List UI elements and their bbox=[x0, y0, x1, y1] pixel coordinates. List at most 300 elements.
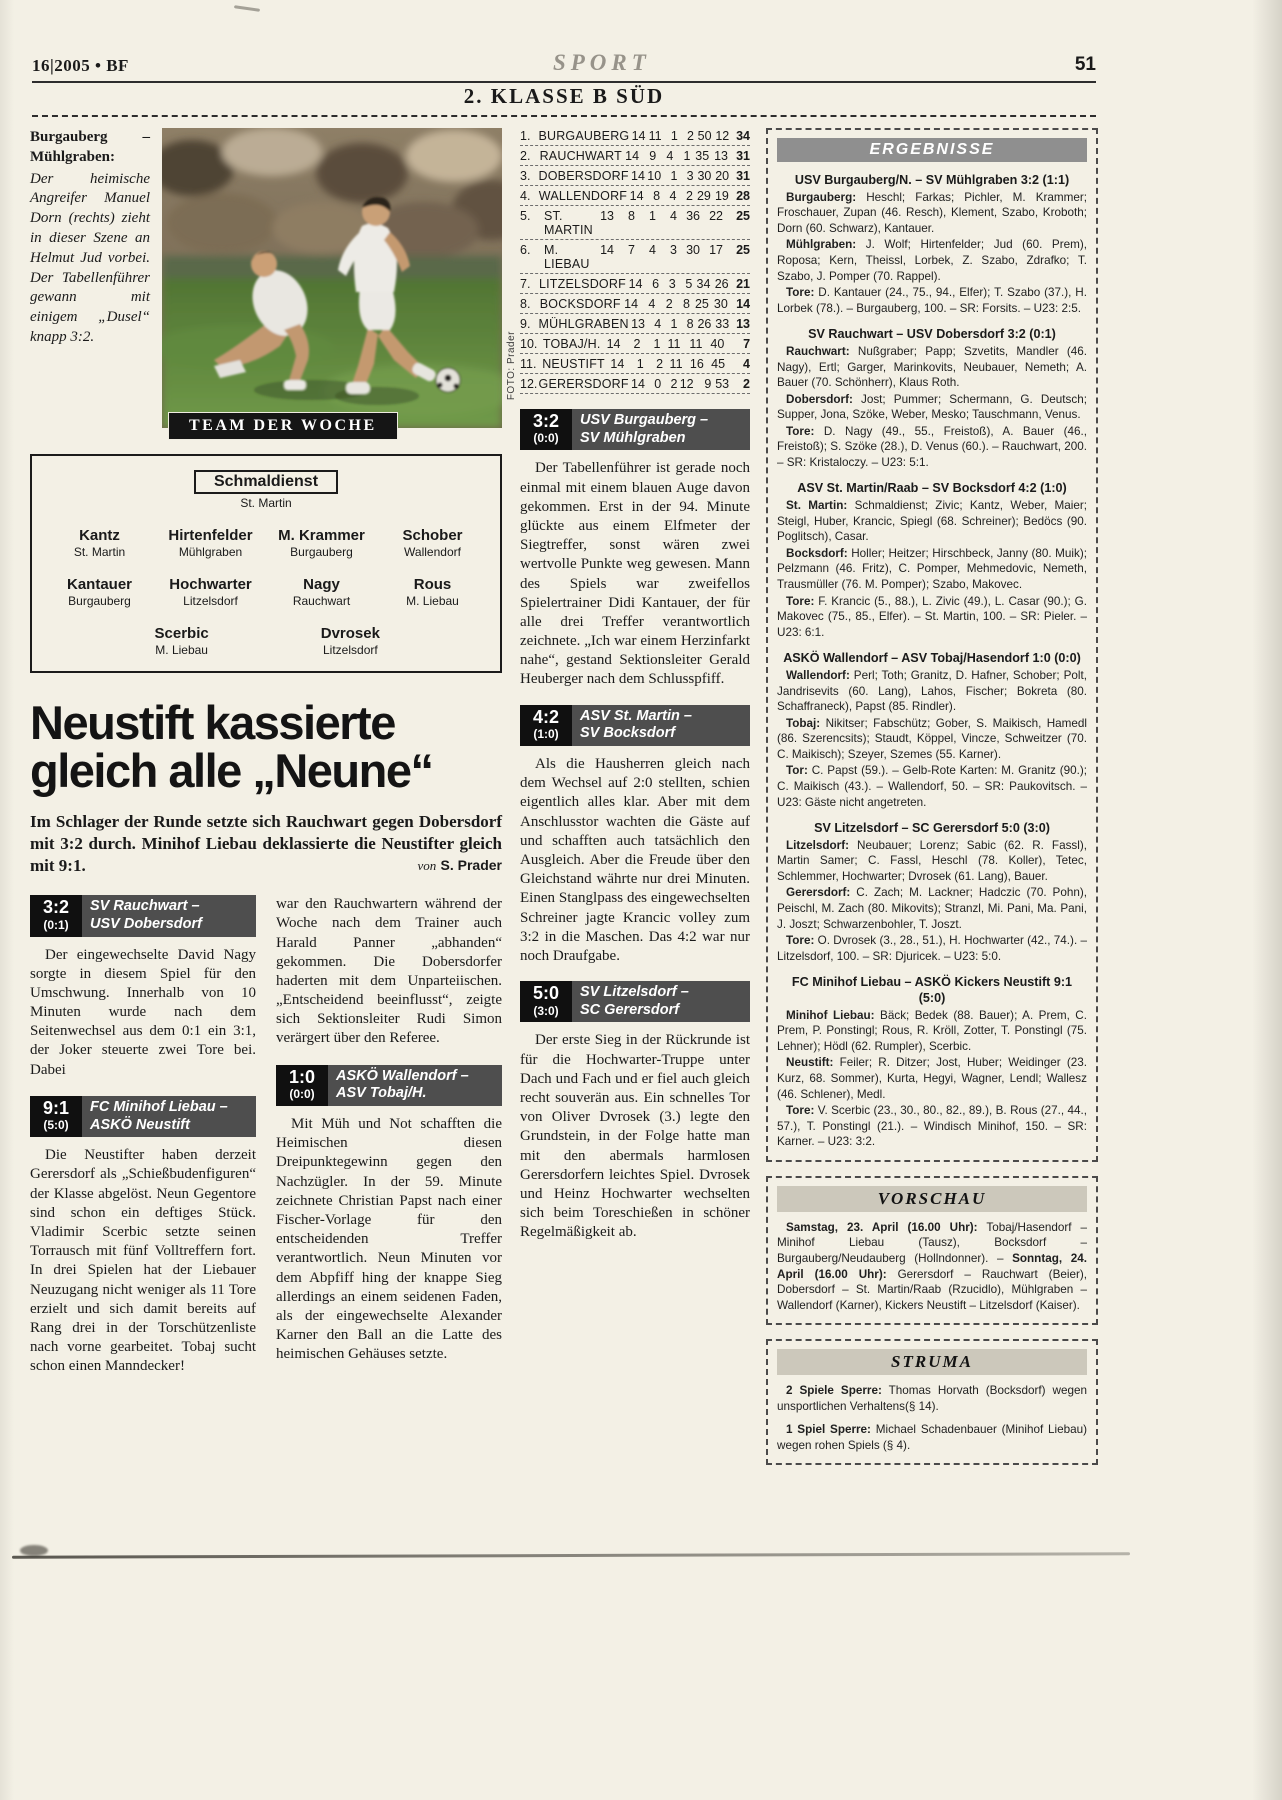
team-of-week-row bbox=[44, 527, 488, 559]
player-slot bbox=[266, 625, 435, 657]
preview-text bbox=[777, 1220, 1087, 1313]
league-title: 2. KLASSE B SÜD bbox=[32, 80, 1096, 117]
lineup-text: Nußgraber; Papp; Szvetits, Mandler (46. Nagy), Ertl; Garger, Marinkovits, Neubauer, Nemeth; A. Bauer (70. Schönherr), Klaus Roth. bbox=[777, 344, 1087, 390]
stat-cell: 4 bbox=[649, 243, 656, 257]
stat-cell: 1 bbox=[670, 317, 678, 331]
article-lead bbox=[30, 811, 502, 877]
player-club: M. Liebau bbox=[155, 643, 208, 657]
points-cell: 21 bbox=[736, 277, 750, 291]
lineup-text: Bäck; Bedek (88. Bauer); A. Prem, C. Prem, P. Ponstingl; Rous, R. Kröll, Zotter, T. Ponstingl (75. Lehner); Hödl (62. Rumpler), Scerbic. bbox=[777, 1008, 1087, 1053]
article-columns bbox=[30, 895, 502, 1376]
lineup-text: Heschl; Farkas; Pichler, M. Krammer; Froschauer, Zupan (46. Resch), Klement, Szabo, Kroboth; Dorn (60. Schwarz), Kantauer. bbox=[777, 190, 1087, 235]
home-lineup bbox=[777, 344, 1087, 391]
pos-cell: 12. bbox=[520, 377, 538, 391]
goals-label: Tore: bbox=[786, 934, 815, 948]
stat-cell: 50 bbox=[697, 129, 712, 143]
player-name: Hochwarter bbox=[169, 576, 252, 593]
player-club: Wallendorf bbox=[404, 545, 461, 559]
table-row bbox=[520, 146, 750, 166]
goals-label: Tor: bbox=[786, 764, 808, 778]
away-lineup bbox=[777, 1055, 1087, 1102]
stat-cell: 8 bbox=[686, 317, 694, 331]
player-name: Dvrosek bbox=[320, 625, 380, 642]
points-cell: 13 bbox=[736, 317, 750, 331]
stat-cell: 11 bbox=[667, 337, 681, 351]
team-cell: DOBERSDORF bbox=[538, 169, 629, 183]
goals-line bbox=[777, 1103, 1087, 1150]
stat-cell: 4 bbox=[669, 189, 677, 203]
player-name: Schmaldienst bbox=[194, 470, 338, 494]
stat-cell: 9 bbox=[649, 149, 657, 163]
table-row bbox=[520, 314, 750, 334]
stat-cell: 3 bbox=[686, 169, 694, 183]
table-row bbox=[520, 354, 750, 374]
middle-column bbox=[520, 126, 750, 1243]
table-row bbox=[520, 274, 750, 294]
goals-text: V. Scerbic (23., 30., 80., 82., 89.), B. Rous (27., 44., 57.), T. Ponstingl (21.). – Windisch Minihof, 150. – SR: Karner. – U23: 3:2. bbox=[777, 1104, 1087, 1149]
team-cell: NEUSTIFT bbox=[542, 357, 605, 371]
player-club: M. Liebau bbox=[406, 594, 459, 608]
result-title: SV Rauchwart – USV Dobersdorf 3:2 (0:1) bbox=[808, 327, 1056, 342]
stat-cell: 8 bbox=[682, 297, 690, 311]
stat-cell: 10 bbox=[647, 169, 662, 183]
goals-line bbox=[777, 933, 1087, 964]
lineup-text: Holler; Heitzer; Hirschbeck, Janny (80. Muik); Pelzmann (46. Fritz), C. Pomper, Mehmedovic, Nemeth, Trausmüller (76. M. Pomper); Szabo, Makovec. bbox=[777, 546, 1087, 592]
score-badge bbox=[30, 1096, 256, 1137]
penalties-header: STRUMA bbox=[777, 1349, 1087, 1375]
match-result bbox=[777, 327, 1087, 470]
stat-cell: 0 bbox=[654, 377, 662, 391]
stat-cell: 4 bbox=[648, 297, 656, 311]
stat-cell: 6 bbox=[652, 277, 660, 291]
points-cell: 31 bbox=[736, 149, 750, 163]
stat-cell: 29 bbox=[696, 189, 711, 203]
penalties-box bbox=[766, 1339, 1098, 1465]
halftime-score: (5:0) bbox=[43, 1118, 69, 1133]
stat-cell: 5 bbox=[685, 277, 693, 291]
stat-cell: 14 bbox=[625, 149, 640, 163]
stat-cell: 14 bbox=[610, 357, 625, 371]
away-lineup bbox=[777, 885, 1087, 932]
match-name-home: ASKÖ Wallendorf – bbox=[336, 1067, 469, 1084]
player-name: Hirtenfelder bbox=[168, 527, 253, 544]
page-header bbox=[32, 50, 1096, 83]
player-club: Burgauberg bbox=[68, 594, 131, 608]
headline bbox=[30, 696, 502, 797]
report-paragraph: Der Tabellenführer ist gerade noch einmal mit einem blauen Auge davon gekommen. Erst in der 94. Minute glückte aus einem Elfmeter der Siegtreffer, sonst wären zwei wertvolle Punkte weg gewesen. Mann des Spiels war zweifellos Spielertrainer Didi Kantauer, der für alle drei Treffer verantwortlich zeichnete. „Ich war einem Herzinfarkt nahe“, gestand Sektionsleiter Gerald Heuberger nach dem Schlusspfiff. bbox=[520, 460, 750, 688]
match-name bbox=[82, 895, 256, 936]
home-lineup bbox=[777, 838, 1087, 885]
halftime-score: (0:0) bbox=[289, 1087, 315, 1102]
stat-cell: 2 bbox=[633, 337, 641, 351]
team-label: Rauchwart: bbox=[786, 344, 850, 358]
points-cell: 28 bbox=[736, 189, 751, 203]
stat-cell: 7 bbox=[628, 243, 635, 257]
match-result bbox=[777, 173, 1087, 316]
stat-cell: 2 bbox=[686, 129, 694, 143]
report-paragraph: Als die Hausherren gleich nach dem Wechsel auf 2:0 stellten, schien eigentlich alles klar. Aber mit dem Anschlusstor wachten die Gäste auf und schafften auch tatsächlich den Ausgleich. Aber die Freude über den Gleichstand währte nur drei Minuten. Einen Stanglpass des eingewechselten Schreiner jagte Krancic volley zum 3:2 in die Maschen. Das 4:2 war nur noch Draufgabe. bbox=[520, 756, 750, 964]
page-number: 51 bbox=[1074, 54, 1096, 75]
away-lineup bbox=[777, 546, 1087, 593]
player-name: Kantz bbox=[79, 527, 120, 544]
final-score: 5:0 bbox=[532, 983, 559, 1004]
points-cell: 4 bbox=[743, 357, 750, 371]
stat-cell: 17 bbox=[709, 243, 723, 257]
player-name: Schober bbox=[402, 527, 463, 544]
league-table bbox=[520, 126, 750, 394]
penalty-text: Michael Schadenbauer (Minihof Liebau) wegen rohen Spiels (§ 4). bbox=[777, 1423, 1087, 1452]
goals-text: C. Papst (59.). – Gelb-Rote Karten: M. Granitz (90.); C. Maikisch (43.). – Wallendorf, 50. – SR: Paukovitsch. – U23: Gäste nicht angetreten. bbox=[777, 764, 1087, 809]
goals-text: O. Dvrosek (3., 28., 51.), H. Hochwarter (42., 74.). – Litzelsdorf, 100. – SR: Djuricek. – U23: 5:0. bbox=[777, 934, 1087, 963]
penalty-label: 2 Spiele Sperre: bbox=[786, 1384, 882, 1398]
stat-cell: 33 bbox=[715, 317, 730, 331]
player-name: Nagy bbox=[303, 576, 340, 593]
score-box bbox=[276, 1065, 328, 1106]
stat-cell: 14 bbox=[629, 189, 644, 203]
match-name-home: ASV St. Martin – bbox=[580, 707, 692, 724]
team-label: Dobersdorf: bbox=[786, 392, 853, 406]
player-slot bbox=[377, 576, 488, 608]
score-box bbox=[30, 895, 82, 936]
team-of-week-keeper bbox=[44, 470, 488, 510]
stat-cell: 30 bbox=[697, 169, 712, 183]
stat-cell: 14 bbox=[600, 243, 614, 257]
halftime-score: (1:0) bbox=[533, 727, 559, 742]
match-result bbox=[777, 975, 1087, 1150]
away-lineup bbox=[777, 716, 1087, 763]
stat-cell: 35 bbox=[695, 149, 710, 163]
home-lineup bbox=[777, 668, 1087, 715]
score-box bbox=[520, 409, 572, 450]
stat-cell: 4 bbox=[670, 209, 677, 223]
lineup-text: J. Wolf; Hirtenfelder; Jud (60. Prem), Roposa; Kern, Theissl, Lorbek, Z. Szabo, Zdrafko; T. Szabo, J. Pomper (70. Rappel). bbox=[777, 238, 1087, 283]
photo-credit: FOTO: Prader bbox=[506, 330, 517, 400]
pos-cell: 11. bbox=[520, 357, 537, 371]
team-label: Minihof Liebau: bbox=[786, 1008, 875, 1022]
pos-cell: 9. bbox=[520, 317, 531, 331]
lineup-text: Jost; Pummer; Schermann, G. Deutsch; Supper, Jona, Szöke, Weber, Mesko; Tauschmann, Venus. bbox=[777, 392, 1087, 422]
match-photo-graphic bbox=[162, 128, 502, 428]
report-paragraph: war den Rauchwartern während der Woche nach dem Trainer auch Harald Panner „abhanden“ gekommen. Die Dobersdorfer haderten mit dem Unparteiischen. „Entscheidend beeinflusst“, zeigte sich Sektionsleiter Rudi Simon verärgert über den Referee. bbox=[276, 896, 502, 1047]
stat-cell: 11 bbox=[669, 357, 683, 371]
table-row bbox=[520, 186, 750, 206]
halftime-score: (3:0) bbox=[533, 1003, 559, 1018]
stat-cell: 2 bbox=[670, 377, 678, 391]
penalty-text: Thomas Horvath (Bocksdorf) wegen unsportlichen Verhaltens(§ 14). bbox=[777, 1384, 1087, 1413]
preview-box bbox=[766, 1176, 1098, 1325]
results-box bbox=[766, 128, 1098, 1162]
table-row bbox=[520, 334, 750, 354]
stat-cell: 11 bbox=[689, 337, 703, 351]
team-of-week-banner: TEAM DER WOCHE bbox=[168, 412, 398, 440]
byline bbox=[405, 854, 502, 876]
match-name bbox=[82, 1096, 256, 1137]
right-column bbox=[766, 128, 1098, 1465]
report-paragraph: Der erste Sieg in der Rückrunde ist für die Hochwarter-Truppe unter Dach und Fach und er fiel auch gleich recht souverän aus. Ein schnelles Tor von Oliver Dvrosek (3.) legte den Grundstein, in der Folge hatte man mit den abermals harmlosen Gerersdorfern leichtes Spiel. Dvrosek und Heinz Hochwarter wechselten sich beim Toreschießen in schöner Regelmäßigkeit ab. bbox=[520, 1032, 750, 1241]
article-subcolumn-2 bbox=[276, 895, 502, 1376]
team-cell: BOCKSDORF bbox=[539, 297, 621, 311]
stat-cell: 12 bbox=[679, 377, 694, 391]
score-box bbox=[520, 705, 572, 746]
stat-cell: 12 bbox=[715, 129, 730, 143]
team-label: Litzelsdorf: bbox=[786, 838, 849, 852]
pos-cell: 2. bbox=[520, 149, 531, 163]
away-lineup bbox=[777, 392, 1087, 423]
team-label: Gerersdorf: bbox=[786, 886, 851, 900]
player-slot bbox=[44, 527, 155, 559]
result-title: USV Burgauberg/N. – SV Mühlgraben 3:2 (1:1) bbox=[794, 173, 1070, 187]
points-cell: 25 bbox=[736, 243, 750, 257]
lineup-text: C. Zach; M. Lackner; Hadczic (70. Pohn), Peischl, M. Zach (80. Mikovits); Stranzl, Mi. Pani, Ma. Pani, J. Joszt; Schwarzenbohler, T. Joszt. bbox=[777, 886, 1087, 931]
stat-cell: 14 bbox=[631, 169, 645, 183]
stat-cell: 4 bbox=[666, 149, 674, 163]
stat-cell: 1 bbox=[636, 357, 644, 371]
points-cell: 31 bbox=[736, 169, 750, 183]
match-name-away: SV Mühlgraben bbox=[580, 429, 686, 446]
table-row bbox=[520, 206, 750, 240]
goals-label: Tore: bbox=[786, 594, 815, 608]
stat-cell: 3 bbox=[668, 277, 676, 291]
stat-cell: 8 bbox=[628, 209, 635, 223]
issue-label: 16|2005 • BF bbox=[32, 56, 129, 75]
player-name: M. Krammer bbox=[278, 527, 365, 544]
match-name-home: USV Burgauberg – bbox=[580, 412, 709, 428]
lineup-text: Nikitser; Fabschütz; Gober, S. Maikisch, Hamedl (86. Szerencsits); Staudt, Köppel, Vincze, Schweitzer (70. C. Maikisch); Szeyer, Szemes (55. Karner). bbox=[777, 716, 1087, 761]
stat-cell: 14 bbox=[624, 297, 639, 311]
team-cell: RAUCHWART bbox=[539, 149, 622, 163]
final-score: 3:2 bbox=[42, 897, 69, 918]
match-name-away: SV Bocksdorf bbox=[580, 725, 676, 742]
lineup-text: Neubauer; Lorenz; Sabic (62. R. Fassl), Martin Samer; C. Fassl, Heschl (78. Koller), Tetec, Schlemmer, Hochwarter; Dvrosek (61. Lang), Bauer. bbox=[777, 838, 1087, 883]
stat-cell: 3 bbox=[670, 243, 677, 257]
scan-artifact bbox=[234, 5, 260, 12]
match-name bbox=[572, 705, 750, 746]
final-score: 9:1 bbox=[42, 1097, 69, 1118]
score-badge bbox=[520, 409, 750, 450]
table-row bbox=[520, 126, 750, 146]
table-row bbox=[520, 374, 750, 394]
match-result bbox=[777, 651, 1087, 810]
player-name: Kantauer bbox=[66, 576, 133, 593]
goals-text: F. Krancic (5., 88.), L. Zivic (49.), L. Casar (90.); G. Makovec (75., 85., Elfer). – St. Martin, 100. – SR: Pieler. – U23: 6:1. bbox=[777, 594, 1087, 639]
final-score: 1:0 bbox=[288, 1066, 315, 1087]
goals-line bbox=[777, 285, 1087, 316]
match-name bbox=[328, 1065, 502, 1106]
team-label: Burgauberg: bbox=[786, 190, 857, 204]
stat-cell: 30 bbox=[713, 297, 728, 311]
stat-cell: 16 bbox=[689, 357, 704, 371]
goals-label: Tore: bbox=[786, 424, 815, 438]
stat-cell: 11 bbox=[648, 129, 662, 143]
stat-cell: 8 bbox=[653, 189, 661, 203]
pos-cell: 10. bbox=[520, 337, 538, 351]
goals-label: Tore: bbox=[786, 1104, 815, 1118]
pos-cell: 4. bbox=[520, 189, 531, 203]
results-header: ERGEBNISSE bbox=[777, 138, 1087, 162]
photo-caption-title: Burgauberg – Mühlgraben: bbox=[30, 129, 150, 165]
goals-line bbox=[777, 763, 1087, 810]
stat-cell: 20 bbox=[715, 169, 730, 183]
player-slot bbox=[97, 625, 266, 657]
team-cell: TOBAJ/H. bbox=[542, 337, 601, 351]
team-cell: ST. MARTIN bbox=[544, 209, 593, 237]
player-name: Scerbic bbox=[154, 625, 209, 642]
stat-cell: 13 bbox=[631, 317, 645, 331]
final-score: 4:2 bbox=[532, 706, 559, 727]
result-title: ASKÖ Wallendorf – ASV Tobaj/Hasendorf 1:0 (0:0) bbox=[783, 651, 1081, 666]
pos-cell: 8. bbox=[520, 297, 531, 311]
scan-artifact bbox=[20, 1545, 48, 1556]
stat-cell: 36 bbox=[686, 209, 700, 223]
player-club: St. Martin bbox=[240, 496, 292, 510]
preview-fixtures: Gerersdorf – Rauchwart (Beier), Dobersdorf – St. Martin/Raab (Rzucidlo), Mühlgraben – Wallendorf (Karner), Kickers Neustift – Litzelsdorf (Kaiser). bbox=[777, 1267, 1087, 1312]
team-label: Tobaj: bbox=[786, 716, 821, 730]
match-result bbox=[777, 821, 1087, 964]
points-cell: 2 bbox=[743, 377, 750, 391]
goals-line bbox=[777, 424, 1087, 471]
team-of-week-box bbox=[30, 454, 502, 673]
article-subcolumn-1 bbox=[30, 895, 256, 1376]
stat-cell: 53 bbox=[715, 377, 730, 391]
pos-cell: 6. bbox=[520, 243, 531, 257]
player-slot bbox=[155, 527, 266, 559]
stat-cell: 2 bbox=[685, 189, 693, 203]
stat-cell: 2 bbox=[665, 297, 673, 311]
match-name-away: USV Dobersdorf bbox=[90, 915, 202, 932]
result-title: ASV St. Martin/Raab – SV Bocksdorf 4:2 (1:0) bbox=[797, 481, 1067, 496]
score-box bbox=[520, 981, 572, 1022]
team-cell: M. LIEBAU bbox=[544, 243, 590, 271]
player-club: Litzelsdorf bbox=[323, 643, 378, 657]
match-name-away: ASKÖ Neustift bbox=[90, 1116, 190, 1133]
player-slot bbox=[377, 527, 488, 559]
team-label: Mühlgraben: bbox=[786, 238, 857, 252]
goals-text: D. Kantauer (24., 75., 94., Elfer); T. Szabo (37.), H. Lorbek (78.). – Burgauberg, 100. – SR: Forsits. – U23: 2:5. bbox=[777, 286, 1087, 315]
player-name: Rous bbox=[413, 576, 452, 593]
player-club: St. Martin bbox=[73, 545, 126, 559]
stat-cell: 34 bbox=[696, 277, 711, 291]
player-club: Burgauberg bbox=[290, 545, 353, 559]
team-of-week-row bbox=[44, 576, 488, 608]
preview-date-label: Sonntag, 24. April (16.00 Uhr): bbox=[777, 1251, 1087, 1281]
byline-author: S. Prader bbox=[440, 857, 502, 874]
pos-cell: 7. bbox=[520, 277, 531, 291]
team-cell: GERERSDORF bbox=[538, 377, 629, 391]
stat-cell: 1 bbox=[653, 337, 661, 351]
score-badge bbox=[276, 1065, 502, 1106]
points-cell: 14 bbox=[736, 297, 751, 311]
photo-block bbox=[30, 128, 517, 434]
match-name-away: SC Gerersdorf bbox=[580, 1001, 680, 1018]
halftime-score: (0:1) bbox=[43, 917, 69, 932]
stat-cell: 22 bbox=[709, 209, 723, 223]
points-cell: 7 bbox=[743, 337, 751, 351]
photo-caption-text: Der heimische Angreifer Manuel Dorn (rechts) zieht in dieser Szene an Helmut Jud vorbei. Der Tabellenführer gewann mit einigem „Dusel“ knapp 3:2. bbox=[30, 170, 150, 345]
match-name-home: SV Litzelsdorf – bbox=[580, 984, 689, 1001]
stat-cell: 1 bbox=[670, 129, 678, 143]
stat-cell: 30 bbox=[686, 243, 700, 257]
stat-cell: 26 bbox=[697, 317, 712, 331]
stat-cell: 1 bbox=[649, 209, 656, 223]
goals-line bbox=[777, 594, 1087, 641]
stat-cell: 4 bbox=[654, 317, 662, 331]
stat-cell: 1 bbox=[670, 169, 678, 183]
left-column bbox=[30, 128, 517, 1376]
lead-text: Im Schlager der Runde setzte sich Rauchwart gegen Dobersdorf mit 3:2 durch. Minihof Liebau deklassierte die Neustifter gleich mit 9:1. bbox=[30, 811, 502, 876]
match-name-away: ASV Tobaj/H. bbox=[336, 1085, 427, 1102]
penalty-item bbox=[777, 1422, 1087, 1453]
scan-shadow bbox=[1252, 0, 1282, 1800]
result-title: SV Litzelsdorf – SC Gerersdorf 5:0 (3:0) bbox=[814, 821, 1050, 836]
home-lineup bbox=[777, 1008, 1087, 1055]
points-cell: 25 bbox=[736, 209, 750, 223]
team-cell: BURGAUBERG bbox=[538, 129, 630, 143]
report-paragraph: Der eingewechselte David Nagy sorgte in diesem Spiel für den Umschwung. Innerhalb von 10 Minuten wurde nach dem Seitenwechsel aus dem 0:1 ein 3:1, der Joker steuerte zwei Tore bei. Dabei bbox=[30, 946, 256, 1078]
table-row bbox=[520, 166, 750, 186]
lineup-text: Schmaldienst; Zivic; Kantz, Weber, Maier; Steigl, Huber, Krancic, Spiegl (68. Schreiner); Bedöcs (90. Poglitsch), Casar. bbox=[777, 499, 1088, 544]
team-label: St. Martin: bbox=[786, 499, 848, 513]
section-title: SPORT bbox=[552, 50, 651, 75]
match-name bbox=[572, 981, 750, 1022]
table-row bbox=[520, 240, 750, 274]
away-lineup bbox=[777, 237, 1087, 284]
stat-cell: 14 bbox=[606, 337, 621, 351]
goals-label: Tore: bbox=[786, 286, 815, 300]
player-slot bbox=[155, 576, 266, 608]
team-label: Bocksdorf: bbox=[786, 546, 848, 560]
stat-cell: 14 bbox=[631, 377, 645, 391]
match-name-home: FC Minihof Liebau – bbox=[90, 1098, 228, 1115]
table-row bbox=[520, 294, 750, 314]
match-name bbox=[572, 409, 750, 450]
player-club: Litzelsdorf bbox=[183, 594, 238, 608]
stat-cell: 13 bbox=[600, 209, 614, 223]
stat-cell: 26 bbox=[714, 277, 729, 291]
byline-prefix: von bbox=[417, 858, 437, 874]
final-score: 3:2 bbox=[532, 411, 559, 431]
penalty-item bbox=[777, 1383, 1087, 1414]
team-cell: WALLENDORF bbox=[538, 189, 628, 203]
pos-cell: 5. bbox=[520, 209, 531, 223]
goals-text: D. Nagy (49., 55., Freistoß), A. Bauer (46., Freistoß); S. Szöke (28.), D. Venus (60.). – Rauchwart, 200. – SR: Kristaloczy. – U23: 5:1. bbox=[777, 424, 1087, 469]
pos-cell: 3. bbox=[520, 169, 531, 183]
stat-cell: 13 bbox=[714, 149, 728, 163]
match-photo bbox=[162, 128, 517, 434]
team-label: Wallendorf: bbox=[786, 669, 850, 682]
home-lineup bbox=[777, 498, 1087, 545]
preview-fixtures: Tobaj/Hasendorf – Minihof Liebau (Tausz), Bocksdorf – Burgauberg/Neudauberg (Hollndonner). – bbox=[777, 1220, 1087, 1265]
stat-cell: 14 bbox=[631, 129, 646, 143]
match-name-home: SV Rauchwart – bbox=[90, 898, 200, 915]
player-slot bbox=[266, 527, 377, 559]
photo-caption bbox=[30, 128, 150, 428]
scan-artifact bbox=[12, 1552, 1130, 1559]
report-paragraph: Die Neustifter haben derzeit Gerersdorf als „Schießbudenfiguren“ der Klasse abgelöst. Neun Gegentore sind schon ein deftiges Stück. Vladimir Scerbic setzte seinen Torrausch mit fünf Volltreffern fort. In drei Spielen hat der Liebauer Neuzugang nicht weniger als 11 Tore erzielt und sich damit bereits auf Rang drei in der Torschützenliste nach vorne gearbeitet. Tobaj sucht schon einen Manndecker! bbox=[30, 1147, 256, 1375]
pos-cell: 1. bbox=[520, 129, 531, 143]
stat-cell: 25 bbox=[694, 297, 709, 311]
preview-header: VORSCHAU bbox=[777, 1186, 1087, 1212]
team-label: Neustift: bbox=[786, 1056, 834, 1070]
scan-shadow bbox=[0, 0, 14, 1800]
player-club: Rauchwart bbox=[292, 594, 351, 608]
team-cell: LITZELSDORF bbox=[538, 277, 626, 291]
team-cell: MÜHLGRABEN bbox=[538, 317, 629, 331]
lineup-text: Feiler; R. Ditzer; Jost, Huber; Weidinger (23. Kurz, 68. Sommer), Kurta, Hegyi, Wagner, Lendl; Wallesz (46. Schlener), Medl. bbox=[777, 1056, 1087, 1101]
stat-cell: 2 bbox=[656, 357, 664, 371]
player-slot bbox=[44, 576, 155, 608]
halftime-score: (0:0) bbox=[533, 431, 559, 446]
report-paragraph: Mit Müh und Not schafften die Heimischen diesen Dreipunktegewinn gegen den Nachzügler. In der 59. Minute zeichnete Christian Papst nach einer Fischer-Vorlage für den entscheidenden Treffer verantwortlich. Neun Minuten vor dem Abpfiff hing der knappe Sieg allerdings an einem seidenen Faden, als der eingewechselte Alexander Karner den Ball an die Latte des heimischen Gehäuses setzte. bbox=[276, 1116, 502, 1363]
